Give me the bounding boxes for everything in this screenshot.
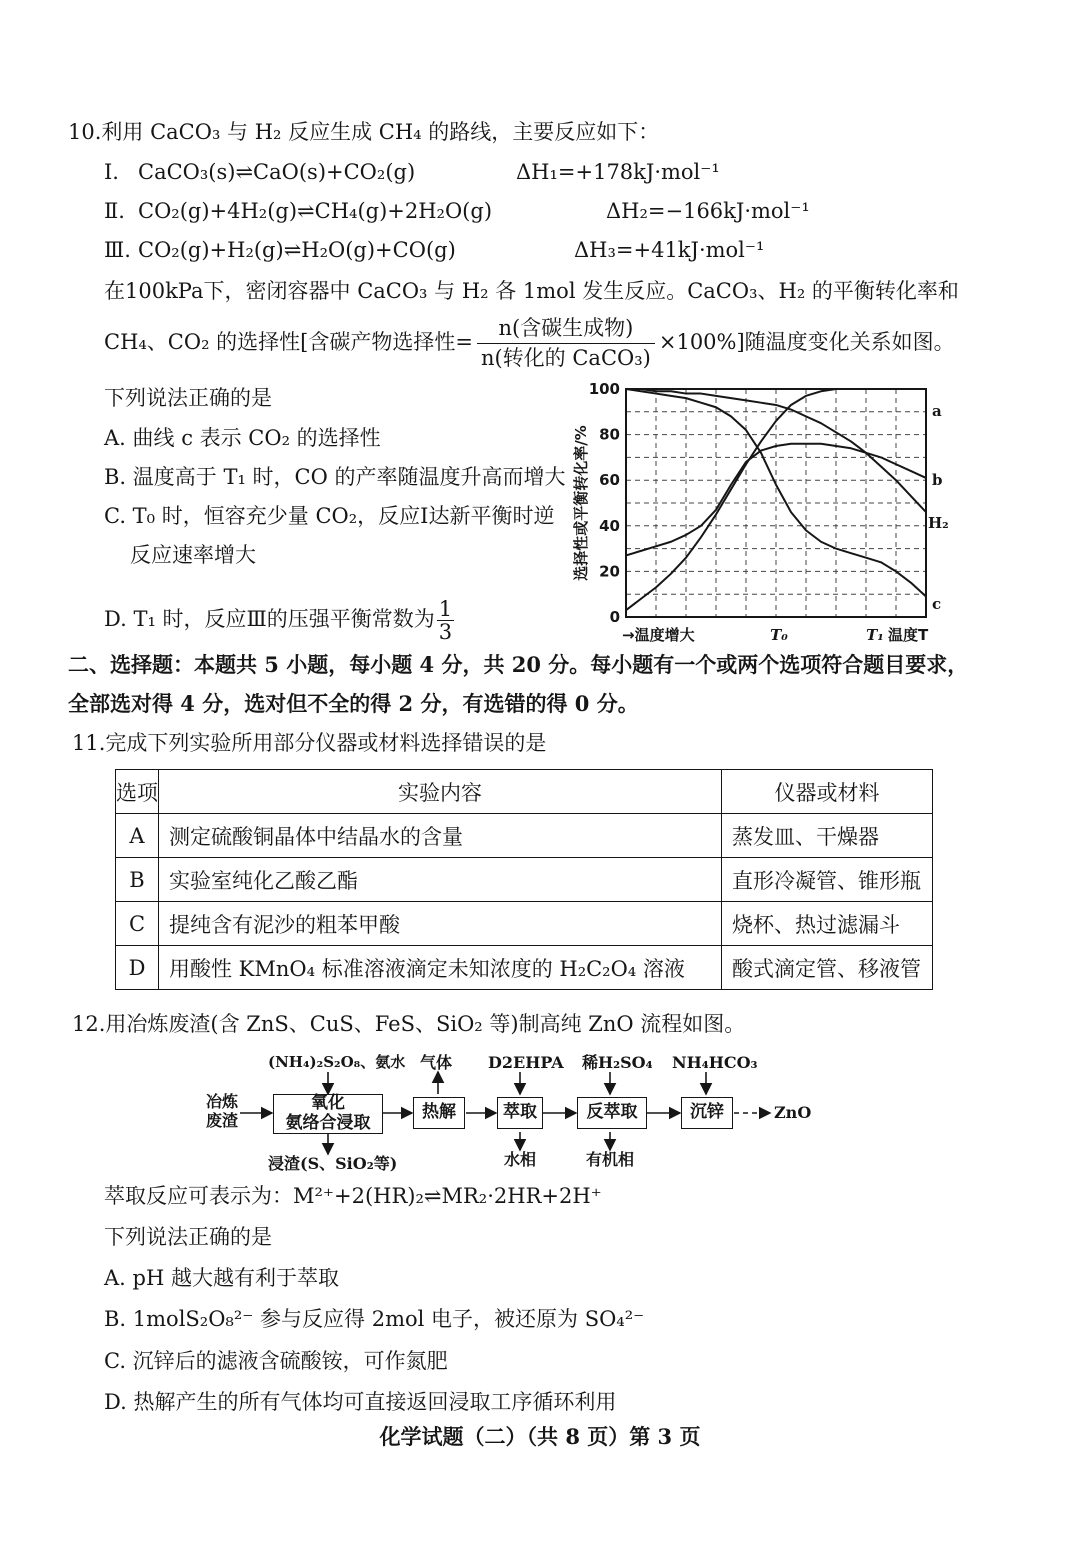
page-footer: 化学试题（二）（共 8 页）第 3 页 bbox=[379, 1424, 701, 1449]
q12-option-a: A. pH 越大越有利于萃取 bbox=[104, 1266, 339, 1290]
q10-option-d-text: D. T₁ 时，反应Ⅲ的压强平衡常数为 bbox=[104, 607, 435, 632]
header-content: 实验内容 bbox=[159, 770, 722, 814]
section-2-heading-line2: 全部选对得 4 分，选对但不全的得 2 分，有选错的得 0 分。 bbox=[68, 691, 639, 716]
q11-table bbox=[115, 769, 933, 990]
kp-fraction bbox=[437, 598, 454, 643]
kp-numerator: 1 bbox=[438, 597, 453, 621]
q12-option-d: D. 热解产生的所有气体均可直接返回浸取工序循环利用 bbox=[104, 1390, 617, 1414]
q10-option-c-line1: C. T₀ 时，恒容充少量 CO₂，反应Ⅰ达新平衡时逆 bbox=[104, 504, 555, 528]
flow-box-leaching-label: 氨络合浸取 bbox=[285, 1113, 371, 1133]
x-axis-label: 温度T bbox=[888, 626, 929, 644]
q10-selectivity-definition bbox=[104, 316, 955, 371]
row-option: B bbox=[116, 858, 159, 902]
q10-prompt: 下列说法正确的是 bbox=[104, 386, 272, 410]
q12-stem: 12.用冶炼废渣(含 ZnS、CuS、FeS、SiO₂ 等)制高纯 ZnO 流程如图。 bbox=[72, 1012, 746, 1036]
flow-input-oxidant: (NH₄)₂S₂O₈、氨水 bbox=[268, 1053, 406, 1071]
row-content: 提纯含有泥沙的粗苯甲酸 bbox=[159, 902, 722, 946]
row-instruments: 酸式滴定管、移液管 bbox=[722, 946, 933, 990]
table-row bbox=[116, 946, 933, 990]
q10-reaction-1-enthalpy: ΔH₁=+178kJ·mol⁻¹ bbox=[516, 160, 720, 184]
q10-reaction-3-equation: CO₂(g)+H₂(g)⇌H₂O(g)+CO(g) bbox=[138, 238, 456, 262]
curve-label: b bbox=[932, 471, 943, 489]
selectivity-fraction bbox=[477, 316, 655, 371]
flow-start-line1: 冶炼 bbox=[206, 1092, 239, 1111]
x-tick-label: T₁ bbox=[866, 626, 884, 644]
y-tick-label: 80 bbox=[599, 425, 620, 444]
flow-box-zinc-precipitation: 沉锌 bbox=[681, 1097, 733, 1129]
y-tick-label: 20 bbox=[599, 562, 620, 581]
row-instruments: 烧杯、热过滤漏斗 bbox=[722, 902, 933, 946]
q10-option-c-line2: 反应速率增大 bbox=[130, 543, 256, 567]
flow-box-pyrolysis: 热解 bbox=[413, 1097, 465, 1129]
table-row bbox=[116, 814, 933, 858]
flow-box-oxidation-leaching bbox=[273, 1094, 383, 1134]
q10-condition: 在100kPa下，密闭容器中 CaCO₃ 与 H₂ 各 1mol 发生反应。CaCO₃、H₂ 的平衡转化率和 bbox=[104, 279, 959, 303]
flow-output-residue: 浸渣(S、SiO₂等) bbox=[268, 1154, 398, 1173]
q10-option-b: B. 温度高于 T₁ 时，CO 的产率随温度升高而增大 bbox=[104, 465, 566, 489]
q10-selectivity-post: ×100%]随温度变化关系如图。 bbox=[658, 330, 955, 355]
kp-denominator: 3 bbox=[438, 620, 453, 645]
flow-input-extractant: D2EHPA bbox=[488, 1053, 564, 1072]
table-row bbox=[116, 902, 933, 946]
table-row bbox=[116, 858, 933, 902]
header-instruments: 仪器或材料 bbox=[722, 770, 933, 814]
x-tick-label: T₀ bbox=[770, 626, 788, 644]
x-axis-arrow-label: →温度增大 bbox=[622, 626, 695, 644]
y-tick-label: 0 bbox=[609, 608, 620, 626]
y-tick-label: 100 bbox=[588, 380, 620, 398]
chart-ticks bbox=[589, 380, 949, 644]
q10-selectivity-pre: CH₄、CO₂ 的选择性[含碳产物选择性= bbox=[104, 330, 473, 355]
selectivity-numerator: n(含碳生成物) bbox=[477, 316, 655, 344]
flow-gas-output: 气体 bbox=[420, 1053, 453, 1072]
flow-box-back-extraction: 反萃取 bbox=[577, 1097, 647, 1129]
q10-reaction-3-enthalpy: ΔH₃=+41kJ·mol⁻¹ bbox=[574, 238, 765, 262]
flow-end-product: ZnO bbox=[774, 1103, 812, 1122]
row-instruments: 蒸发皿、干燥器 bbox=[722, 814, 933, 858]
curve-label: a bbox=[932, 402, 942, 420]
selectivity-conversion-chart bbox=[566, 378, 956, 646]
row-instruments: 直形冷凝管、锥形瓶 bbox=[722, 858, 933, 902]
flow-input-bicarbonate: NH₄HCO₃ bbox=[672, 1053, 758, 1072]
q11-stem: 11.完成下列实验所用部分仪器或材料选择错误的是 bbox=[72, 731, 547, 755]
q10-option-d bbox=[104, 598, 454, 643]
row-option: D bbox=[116, 946, 159, 990]
header-option: 选项 bbox=[116, 770, 159, 814]
q10-stem: 10.利用 CaCO₃ 与 H₂ 反应生成 CH₄ 的路线，主要反应如下： bbox=[68, 120, 660, 144]
q10-reaction-2-label: Ⅱ. bbox=[104, 199, 125, 223]
curve-label: H₂ bbox=[928, 514, 949, 532]
flow-input-acid: 稀H₂SO₄ bbox=[582, 1053, 653, 1072]
chart-grid bbox=[626, 389, 926, 617]
q10-reaction-3-label: Ⅲ. bbox=[104, 238, 131, 262]
y-axis-label: 选择性或平衡转化率/% bbox=[572, 425, 590, 581]
curve-label: c bbox=[932, 595, 942, 613]
table-header-row bbox=[116, 770, 933, 814]
row-content: 用酸性 KMnO₄ 标准溶液滴定未知浓度的 H₂C₂O₄ 溶液 bbox=[159, 946, 722, 990]
flow-box-oxidation-label: 氧化 bbox=[311, 1093, 345, 1114]
q10-option-a: A. 曲线 c 表示 CO₂ 的选择性 bbox=[104, 426, 381, 450]
flow-output-aqueous: 水相 bbox=[504, 1150, 537, 1169]
q12-prompt: 下列说法正确的是 bbox=[104, 1225, 272, 1249]
section-2-heading-line1: 二、选择题：本题共 5 小题，每小题 4 分，共 20 分。每小题有一个或两个选项符合题目要求， bbox=[68, 652, 969, 677]
q12-option-c: C. 沉锌后的滤液含硫酸铵，可作氮肥 bbox=[104, 1349, 448, 1373]
flow-start bbox=[206, 1092, 238, 1130]
row-content: 实验室纯化乙酸乙酯 bbox=[159, 858, 722, 902]
row-content: 测定硫酸铜晶体中结晶水的含量 bbox=[159, 814, 722, 858]
q10-reaction-2-equation: CO₂(g)+4H₂(g)⇌CH₄(g)+2H₂O(g) bbox=[138, 199, 493, 223]
row-option: C bbox=[116, 902, 159, 946]
selectivity-denominator: n(转化的 CaCO₃) bbox=[480, 346, 651, 371]
y-tick-label: 40 bbox=[599, 516, 620, 535]
q10-reaction-1-label: Ⅰ. bbox=[104, 160, 119, 184]
q12-extraction-equation: 萃取反应可表示为：M²⁺+2(HR)₂⇌MR₂·2HR+2H⁺ bbox=[104, 1184, 602, 1208]
q12-option-b: B. 1molS₂O₈²⁻ 参与反应得 2mol 电子，被还原为 SO₄²⁻ bbox=[104, 1307, 645, 1331]
q10-reaction-2-enthalpy: ΔH₂=−166kJ·mol⁻¹ bbox=[606, 199, 810, 223]
flow-start-line2: 废渣 bbox=[206, 1111, 239, 1131]
flow-box-extraction: 萃取 bbox=[497, 1097, 543, 1129]
flow-output-organic: 有机相 bbox=[586, 1150, 635, 1169]
y-tick-label: 60 bbox=[599, 471, 620, 490]
row-option: A bbox=[116, 814, 159, 858]
q10-reaction-1-equation: CaCO₃(s)⇌CaO(s)+CO₂(g) bbox=[138, 160, 416, 184]
